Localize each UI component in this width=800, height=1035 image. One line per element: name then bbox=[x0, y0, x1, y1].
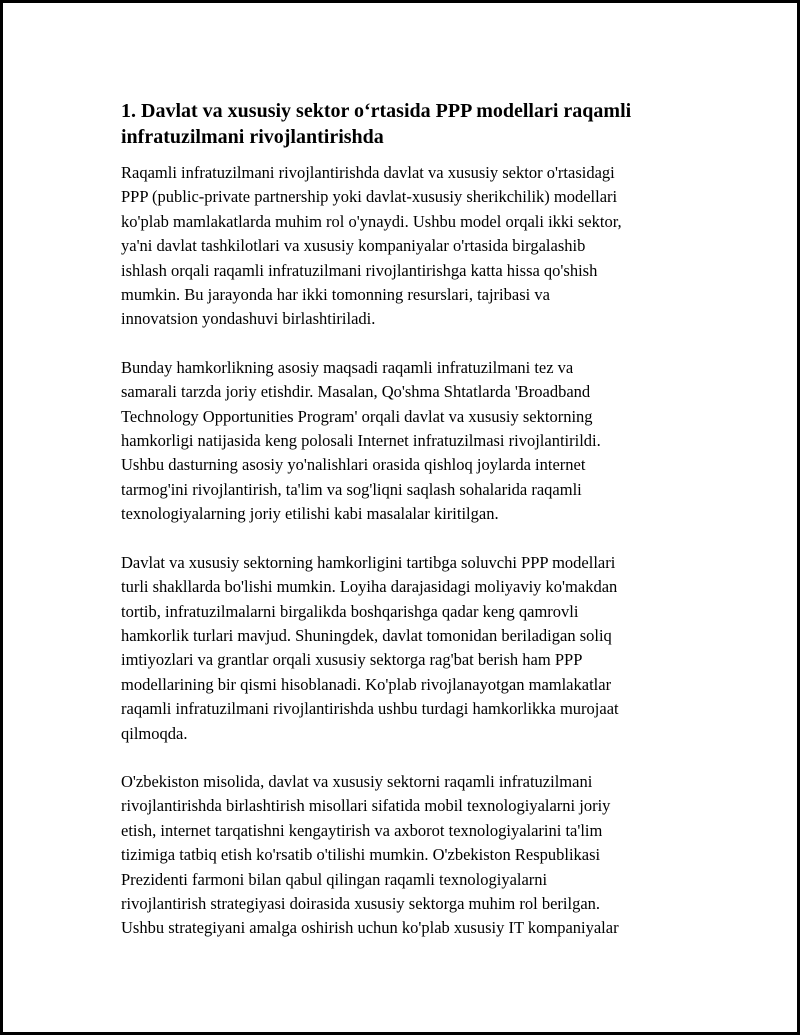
text-line: tortib, infratuzilmalarni birgalikda boshqarishga qadar keng qamrovli bbox=[121, 601, 579, 621]
text-line: hamkorlik turlari mavjud. Shuningdek, davlat tomonidan beriladigan soliq bbox=[121, 625, 612, 645]
text-line: Raqamli infratuzilmani rivojlantirishda davlat va xususiy sektor o'rtasidagi bbox=[121, 163, 615, 182]
text-line: Bunday hamkorlikning asosiy maqsadi raqamli infratuzilmani tez va bbox=[121, 357, 574, 377]
text-line: tarmog'ini rivojlantirish, ta'lim va sog'liqni saqlash sohalarida raqamli bbox=[121, 479, 582, 499]
text-line: Ushbu dasturning asosiy yo'nalishlari orasida qishloq joylarda internet bbox=[121, 455, 586, 475]
text-line: ya'ni davlat tashkilotlari va xususiy kompaniyalar o'rtasida birgalashib bbox=[121, 236, 586, 256]
heading-line: 1. Davlat va xususiy sektor o‘rtasida PPP modellari raqamli bbox=[121, 100, 632, 122]
text-line: hamkorligi natijasida keng polosali Internet infratuzilmasi rivojlantirildi. bbox=[121, 431, 601, 451]
text-line: modellarining bir qismi hisoblanadi. Ko'plab rivojlanayotgan mamlakatlar bbox=[121, 674, 612, 694]
text-line: ko'plab mamlakatlarda muhim rol o'ynaydi. Ushbu model orqali ikki sektor, bbox=[121, 211, 622, 231]
text-line: rivojlantirishda birlashtirish misollari sifatida mobil texnologiyalarni joriy bbox=[121, 796, 611, 816]
text-line: rivojlantirish strategiyasi doirasida xususiy sektorga muhim rol berilgan. bbox=[121, 893, 601, 913]
text-line: qilmoqda. bbox=[121, 723, 188, 743]
text-line: ishlash orqali raqamli infratuzilmani rivojlantirishga katta hissa qo'shish bbox=[121, 260, 598, 280]
paragraph-2 bbox=[121, 356, 693, 527]
text-line: imtiyozlari va grantlar orqali xususiy sektorga rag'bat berish ham PPP bbox=[121, 650, 583, 670]
text-line: PPP (public-private partnership yoki davlat-xususiy sherikchilik) modellari bbox=[121, 187, 618, 207]
text-line: O'zbekiston misolida, davlat va xususiy sektorni raqamli infratuzilmani bbox=[121, 771, 593, 791]
text-line: Prezidenti farmoni bilan qabul qilingan raqamli texnologiyalarni bbox=[121, 869, 548, 889]
text-line: turli shakllarda bo'lishi mumkin. Loyiha darajasidagi moliyaviy ko'makdan bbox=[121, 577, 618, 597]
text-line: Ushbu strategiyani amalga oshirish uchun ko'plab xususiy IT kompaniyalar bbox=[121, 918, 619, 938]
text-line: Technology Opportunities Program' orqali davlat va xususiy sektorning bbox=[121, 406, 593, 426]
paragraph-4 bbox=[121, 770, 693, 941]
document-body bbox=[121, 98, 693, 965]
text-line: tizimiga tatbiq etish ko'rsatib o'tilishi mumkin. O'zbekiston Respublikasi bbox=[121, 845, 601, 865]
paragraph-1 bbox=[121, 161, 693, 332]
text-line: texnologiyalarning joriy etilishi kabi masalalar kiritilgan. bbox=[121, 504, 499, 524]
text-line: samarali tarzda joriy etishdir. Masalan, Qo'shma Shtatlarda 'Broadband bbox=[121, 382, 591, 402]
text-line: innovatsion yondashuvi birlashtiriladi. bbox=[121, 309, 376, 329]
paragraph-3 bbox=[121, 551, 693, 746]
text-line: mumkin. Bu jarayonda har ikki tomonning resurslari, tajribasi va bbox=[121, 285, 550, 305]
text-line: raqamli infratuzilmani rivojlantirishda ushbu turdagi hamkorlikka murojaat bbox=[121, 699, 619, 719]
text-line: Davlat va xususiy sektorning hamkorligini tartibga soluvchi PPP modellari bbox=[121, 552, 616, 572]
heading-line: infratuzilmani rivojlantirishda bbox=[121, 126, 384, 148]
text-line: etish, internet tarqatishni kengaytirish va axborot texnologiyalarini ta'lim bbox=[121, 820, 603, 840]
section-heading bbox=[121, 98, 693, 150]
